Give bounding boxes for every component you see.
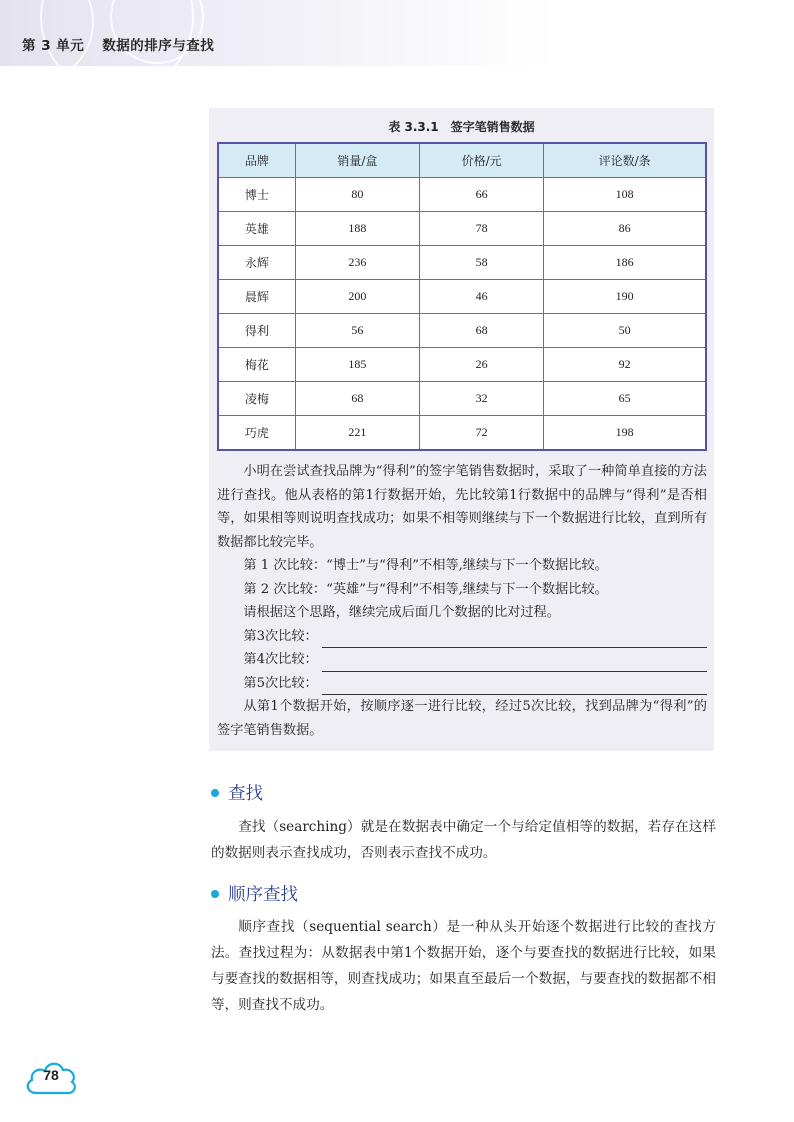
section-heading-sequential-search	[211, 881, 298, 906]
cell-sales: 185	[295, 348, 419, 382]
comparison-5-row	[217, 672, 707, 696]
page-number-badge	[22, 1053, 80, 1099]
unit-name: 数据的排序与查找	[102, 38, 215, 54]
comparison-5-label: 第5次比较：	[243, 675, 318, 691]
header-price: 价格/元	[420, 143, 544, 178]
comparison-4-label: 第4次比较：	[243, 652, 318, 667]
table-row	[218, 382, 706, 416]
cell-comments: 108	[544, 178, 706, 212]
header-sales: 销量/盒	[295, 143, 419, 178]
comparison-4-blank[interactable]	[322, 657, 707, 672]
cell-brand: 梅花	[218, 348, 295, 382]
table-row	[218, 314, 706, 348]
unit-number: 第 3 单元	[22, 38, 85, 54]
activity-text	[217, 460, 707, 742]
table-row	[218, 212, 706, 246]
cell-price: 68	[420, 314, 544, 348]
bullet-dot-icon	[211, 789, 219, 797]
section-heading-search	[211, 780, 263, 805]
sales-table	[217, 142, 707, 451]
cell-comments: 190	[544, 280, 706, 314]
activity-panel	[209, 108, 714, 751]
cell-comments: 92	[544, 348, 706, 382]
cell-comments: 86	[544, 212, 706, 246]
cell-comments: 65	[544, 382, 706, 416]
cell-sales: 200	[295, 280, 419, 314]
table-row	[218, 280, 706, 314]
table-row	[218, 178, 706, 212]
cell-price: 78	[420, 212, 544, 246]
cell-brand: 凌梅	[218, 382, 295, 416]
table-row	[218, 416, 706, 451]
cell-price: 72	[420, 416, 544, 451]
page-header	[0, 0, 794, 66]
cell-brand: 得利	[218, 314, 295, 348]
section-body-search	[211, 814, 716, 866]
cell-price: 46	[420, 280, 544, 314]
definition-paragraph: 查找（searching）就是在数据表中确定一个与给定值相等的数据，若存在这样的数据则表示查找成功，否则表示查找不成功。	[211, 819, 716, 861]
table-caption: 表 3.3.1 签字笔销售数据	[388, 120, 535, 134]
cell-brand: 博士	[218, 178, 295, 212]
table-header-row	[218, 143, 706, 178]
section-body-sequential-search	[211, 914, 716, 1018]
activity-paragraph: 小明在尝试查找品牌为“得利”的签字笔销售数据时，采取了一种简单直接的方法进行查找。他从表格的第1行数据开始，先比较第1行数据中的品牌与“得利”是否相等，如果相等则说明查找成功；如果不相等则继续与下一个数据进行比较，直到所有数据都比较完毕。	[217, 464, 707, 550]
header-comments: 评论数/条	[544, 143, 706, 178]
instruction-text: 请根据这个思路，继续完成后面几个数据的比对过程。	[243, 605, 560, 620]
comparison-5-blank[interactable]	[322, 680, 707, 695]
cell-sales: 68	[295, 382, 419, 416]
section-title: 顺序查找	[228, 885, 298, 905]
cell-sales: 236	[295, 246, 419, 280]
header-brand: 品牌	[218, 143, 295, 178]
page-number: 78	[43, 1067, 59, 1083]
comparison-3-blank[interactable]	[322, 633, 707, 648]
section-title: 查找	[228, 784, 263, 804]
cell-price: 66	[420, 178, 544, 212]
comparison-2: 第 2 次比较：“英雄”与“得利”不相等,继续与下一个数据比较。	[243, 581, 608, 597]
comparison-3-label: 第3次比较：	[243, 628, 318, 644]
comparison-1: 第 1 次比较：“博士”与“得利”不相等,继续与下一个数据比较。	[243, 558, 608, 573]
cell-brand: 英雄	[218, 212, 295, 246]
cell-sales: 56	[295, 314, 419, 348]
header-decoration	[0, 0, 230, 66]
cell-sales: 80	[295, 178, 419, 212]
unit-title	[22, 34, 214, 54]
table-row	[218, 348, 706, 382]
cell-sales: 188	[295, 212, 419, 246]
cell-sales: 221	[295, 416, 419, 451]
cell-comments: 198	[544, 416, 706, 451]
cell-price: 32	[420, 382, 544, 416]
cell-brand: 晨辉	[218, 280, 295, 314]
cell-price: 58	[420, 246, 544, 280]
comparison-4-row	[217, 648, 707, 672]
bullet-dot-icon	[211, 890, 219, 898]
table-row	[218, 246, 706, 280]
cell-price: 26	[420, 348, 544, 382]
conclusion-text: 从第1个数据开始，按顺序逐一进行比较，经过5次比较，找到品牌为“得利”的签字笔销售数据。	[217, 699, 707, 738]
definition-paragraph: 顺序查找（sequential search）是一种从头开始逐个数据进行比较的查找方法。查找过程为：从数据表中第1个数据开始，逐个与要查找的数据进行比较，如果与要查找的数据相等，则查找成功；如果直至最后一个数据，与要查找的数据都不相等，则查找不成功。	[211, 919, 716, 1013]
cell-comments: 186	[544, 246, 706, 280]
cell-brand: 永辉	[218, 246, 295, 280]
comparison-3-row	[217, 625, 707, 649]
cell-brand: 巧虎	[218, 416, 295, 451]
cell-comments: 50	[544, 314, 706, 348]
